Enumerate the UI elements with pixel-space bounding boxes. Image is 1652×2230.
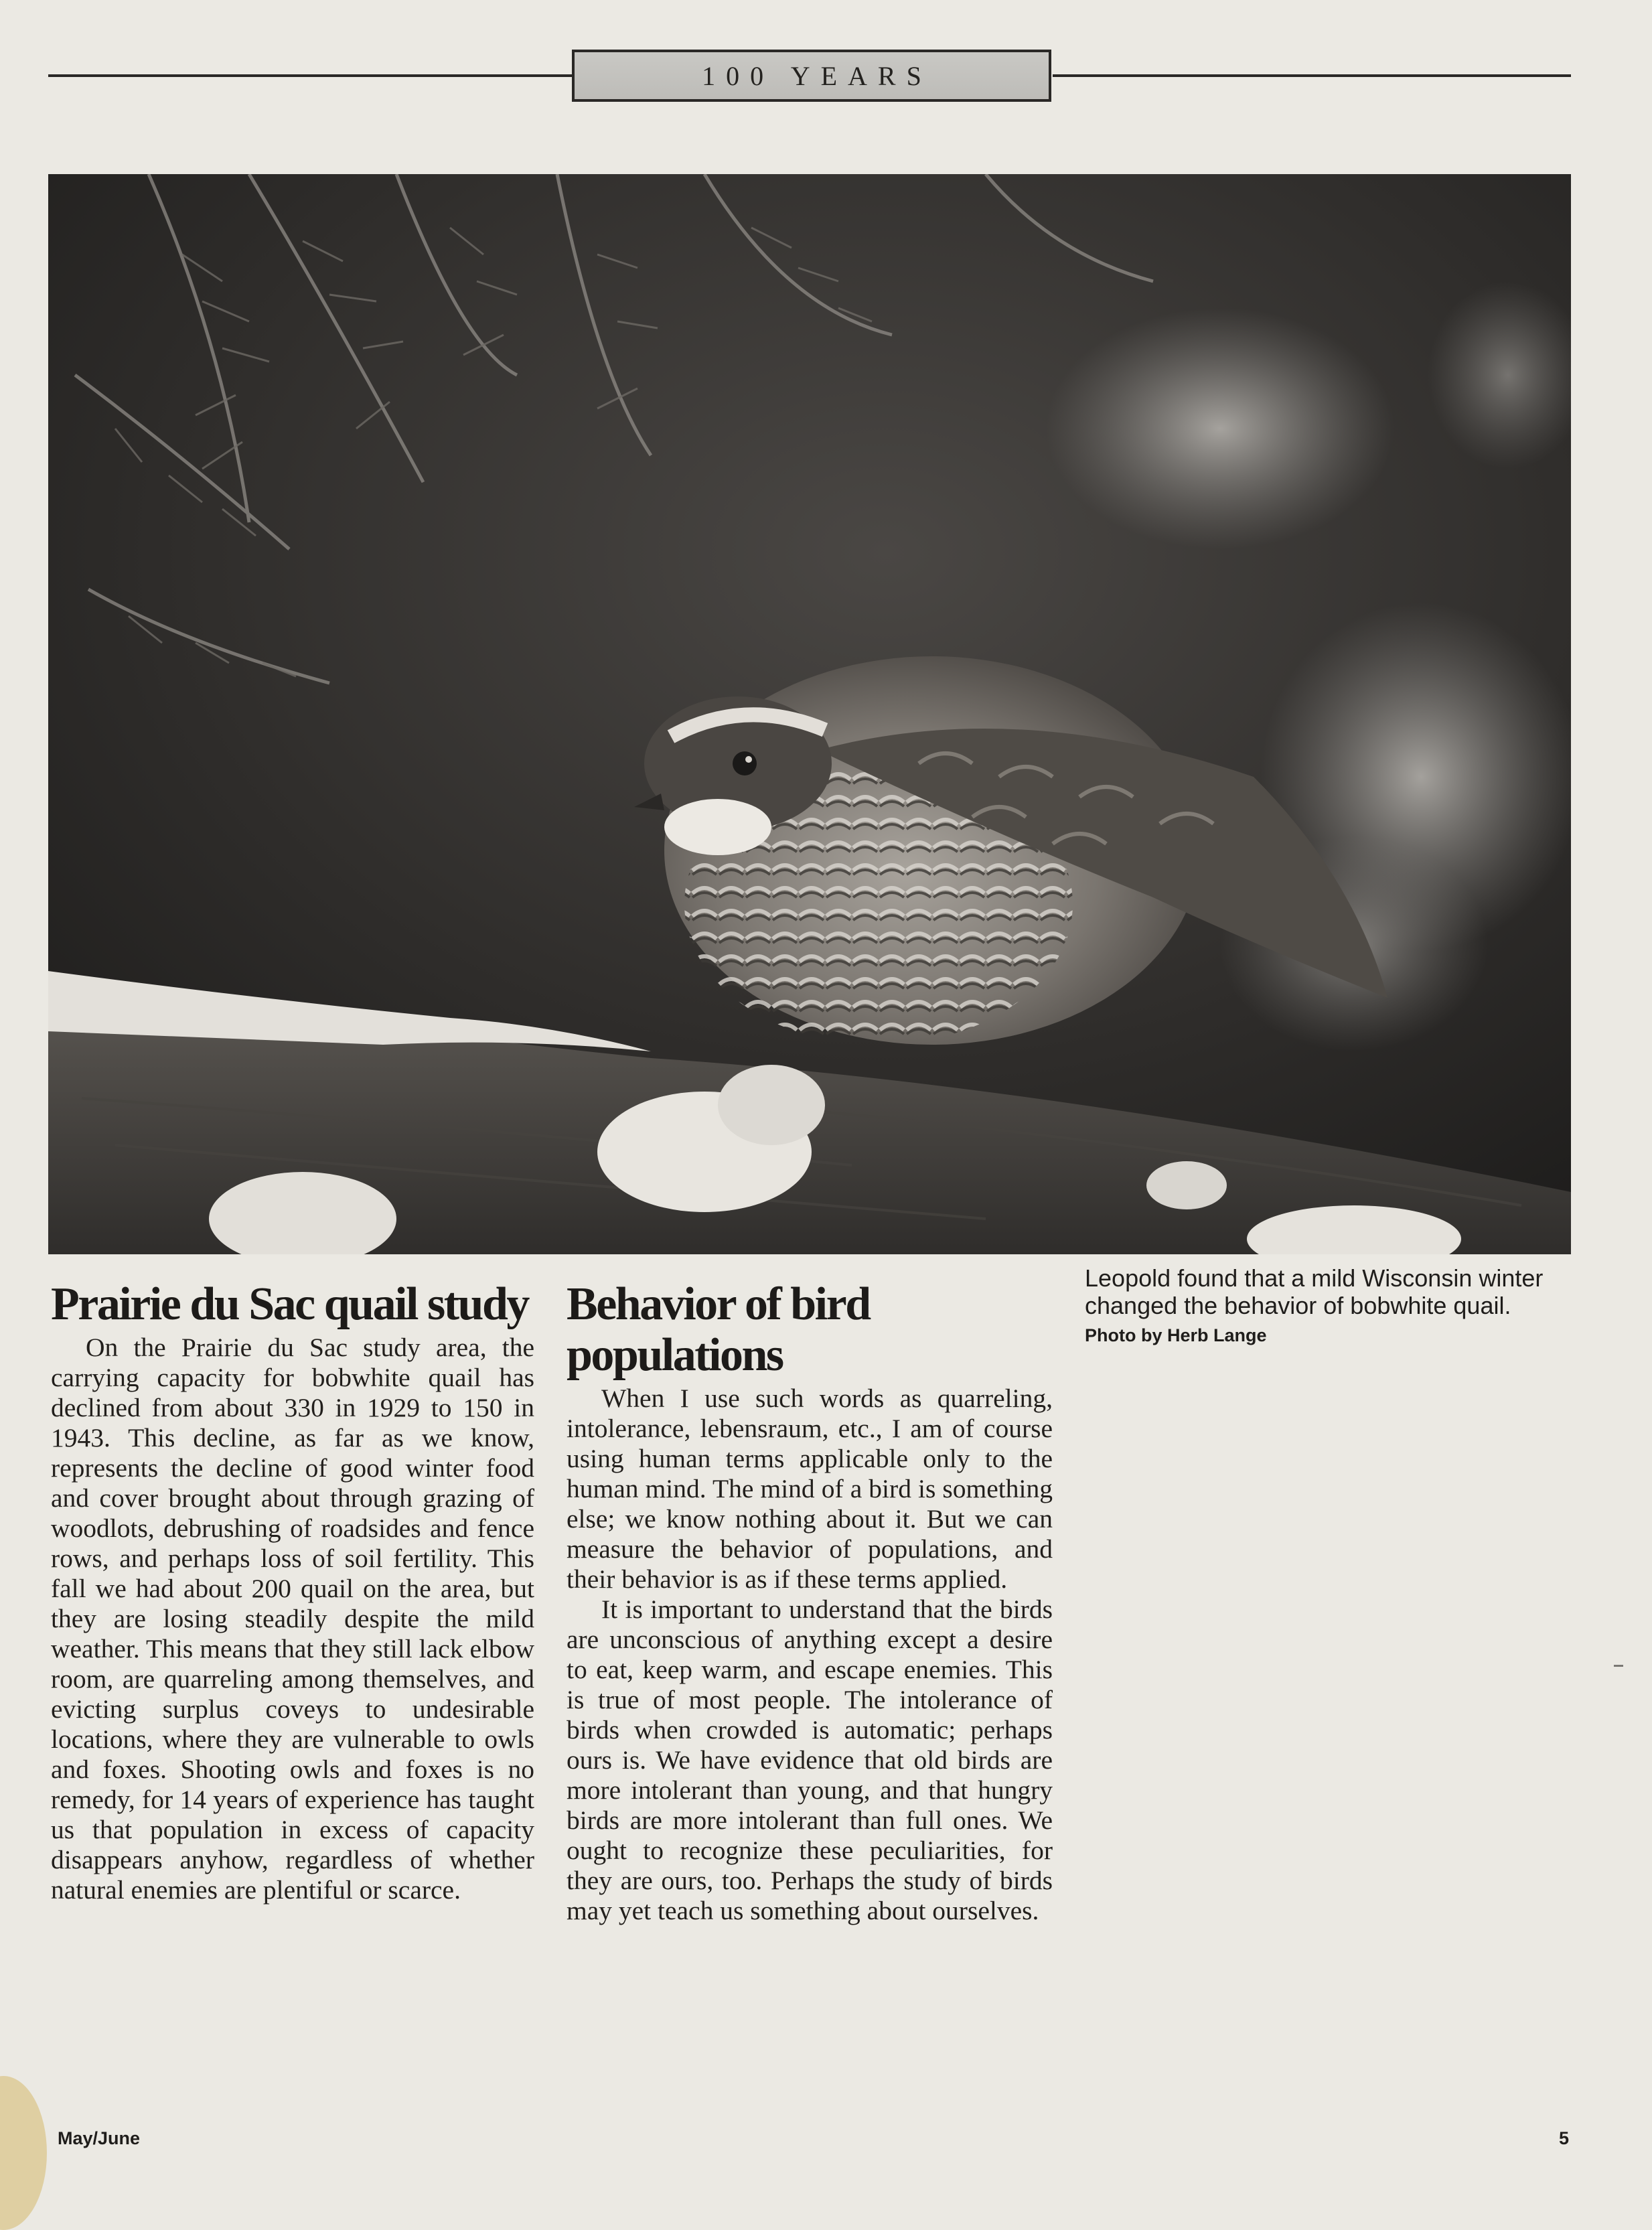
caption-text: Leopold found that a mild Wisconsin winter changed the behavior of bobwhite quail. [1085,1264,1544,1319]
photo-credit: Photo by Herb Lange [1085,1325,1267,1345]
paper-stain [0,2076,47,2230]
quail-photo [48,174,1571,1254]
article-headline: Prairie du Sac quail study [51,1278,528,1330]
section-title: 100 YEARS [702,60,932,91]
article-bird-behavior [567,1279,1053,1926]
quail-photo-illustration [48,174,1571,1254]
caption-block [1085,1264,1554,1349]
article-paragraph: When I use such words as quarreling, intolerance, lebensraum, etc., I am of course using human terms applicable only to the human mind. The mind of a bird is something else; we know nothing about it. But we can measure the behavior of populations, and their behavior is as if these terms applied. [567,1384,1053,1594]
article-prairie-du-sac [51,1279,534,1905]
header-rule-left [48,74,572,77]
issue-date: May/June [58,2128,141,2148]
margin-mark [1614,1665,1623,1667]
header-rule-right [1053,74,1571,77]
article-headline: Behavior of bird populations [567,1278,870,1381]
article-paragraph: On the Prairie du Sac study area, the carrying capacity for bobwhite quail has declined from about 330 in 1929 to 150 in 1943. This decline, as far as we know, represents the decline of good winter food and cover brought about through grazing of woodlots, debrushing of roadsides and fence rows, and perhaps loss of soil fertility. This fall we had about 200 quail on the area, but they are losing steadily despite the mild weather. This means that they still lack elbow room, are quarreling among themselves, and evicting surplus coveys to undesirable locations, where they are vulnerable to owls and foxes. Shooting owls and foxes is no remedy, for 14 years of experience has taught us that population in excess of capacity disappears anyhow, regardless of whether natural enemies are plentiful or scarce. [51,1333,534,1905]
photo-caption [1085,1264,1554,1349]
article-paragraph: It is important to understand that the birds are unconscious of anything except a desire to eat, keep warm, and escape enemies. This is true of most people. The intolerance of birds when crowded is automatic; perhaps ours is. We have evidence that old birds are more intolerant than young, and that hungry birds are more intolerant than full ones. We ought to recognize these peculiarities, for they are ours, too. Perhaps the study of birds may yet teach us something about ourselves. [567,1594,1053,1925]
section-header [572,50,1051,102]
page-number: 5 [1559,2128,1570,2148]
